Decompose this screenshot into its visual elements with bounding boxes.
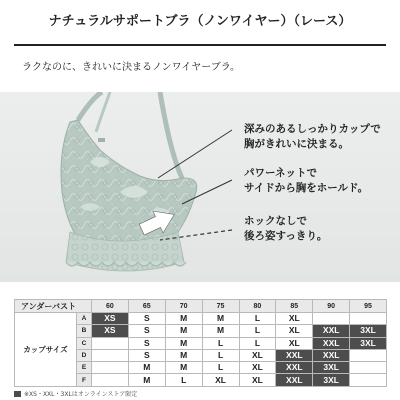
size-cell: XS (92, 313, 129, 325)
size-chart-row (15, 313, 387, 325)
cup-letter: F (77, 374, 92, 386)
under-bust-value: 90 (313, 300, 350, 313)
size-cell: L (202, 362, 239, 374)
under-bust-label: アンダーバスト (15, 300, 92, 313)
size-cell (350, 349, 387, 361)
size-cell: XL (239, 349, 276, 361)
size-cell: XXL (313, 325, 350, 337)
callout-no-hook: ホックなしで 後ろ姿すっきり。 (244, 215, 328, 242)
size-cell: XL (239, 374, 276, 386)
bra-cup (61, 120, 197, 242)
legend-swatch (14, 391, 21, 397)
size-cell: M (128, 362, 165, 374)
size-cell: M (165, 325, 202, 337)
size-cell: XXL (276, 362, 313, 374)
left-strap (78, 92, 102, 120)
size-cell: L (239, 337, 276, 349)
size-cell (350, 313, 387, 325)
size-cell: M (202, 325, 239, 337)
title-divider (14, 44, 386, 46)
cup-letter: C (77, 337, 92, 349)
callout-cup: 深みのあるしっかりカップで 胸がきれいに決まる。 (244, 123, 381, 150)
size-cell (92, 374, 129, 386)
size-cell: 3XL (350, 325, 387, 337)
size-cell: M (128, 374, 165, 386)
size-cell: S (128, 313, 165, 325)
size-cell: XXL (276, 349, 313, 361)
cup-size-label: カップサイズ (15, 313, 77, 387)
size-cell: XXL (276, 374, 313, 386)
size-cell: L (239, 313, 276, 325)
cup-letter: B (77, 325, 92, 337)
size-cell: XS (92, 325, 129, 337)
footnote-text: ※XS・XXL・3XLはオンラインストア限定 (24, 391, 138, 398)
size-cell: M (202, 313, 239, 325)
under-bust-value: 85 (276, 300, 313, 313)
size-cell: XXL (313, 337, 350, 349)
under-bust-value: 65 (128, 300, 165, 313)
under-bust-value: 95 (350, 300, 387, 313)
size-cell: S (128, 349, 165, 361)
size-cell: L (165, 374, 202, 386)
size-cell (92, 349, 129, 361)
product-subtitle: ラクなのに、きれいに決まるノンワイヤーブラ。 (22, 62, 240, 73)
size-chart-header-row (15, 300, 387, 313)
size-cell (92, 337, 129, 349)
size-cell: XL (202, 374, 239, 386)
size-cell: M (165, 313, 202, 325)
footnote (14, 389, 137, 398)
under-bust-value: 75 (202, 300, 239, 313)
cup-letter: A (77, 313, 92, 325)
size-cell: XL (276, 337, 313, 349)
product-title: ナチュラルサポートブラ（ノンワイヤー）（レース） (48, 14, 352, 29)
size-cell: XL (276, 325, 313, 337)
size-cell (92, 362, 129, 374)
size-cell (350, 362, 387, 374)
size-cell: S (128, 325, 165, 337)
size-cell: M (165, 362, 202, 374)
size-cell: L (239, 325, 276, 337)
under-bust-value: 70 (165, 300, 202, 313)
size-cell: S (128, 337, 165, 349)
size-cell: 3XL (313, 362, 350, 374)
size-cell: 3XL (350, 337, 387, 349)
size-cell (313, 313, 350, 325)
size-cell: M (165, 337, 202, 349)
size-cell: L (202, 349, 239, 361)
product-photo (0, 92, 400, 282)
size-cell: M (165, 349, 202, 361)
size-cell: XL (239, 362, 276, 374)
size-cell: XL (276, 313, 313, 325)
cup-letter: E (77, 362, 92, 374)
size-chart-table (14, 299, 387, 387)
size-cell (350, 374, 387, 386)
cup-letter: D (77, 349, 92, 361)
under-bust-value: 80 (239, 300, 276, 313)
under-bust-value: 60 (92, 300, 129, 313)
size-cell: L (202, 337, 239, 349)
size-cell: 3XL (313, 374, 350, 386)
callout-powernet: パワーネットで サイドから胸をホールド。 (244, 167, 369, 194)
size-cell: XXL (313, 349, 350, 361)
